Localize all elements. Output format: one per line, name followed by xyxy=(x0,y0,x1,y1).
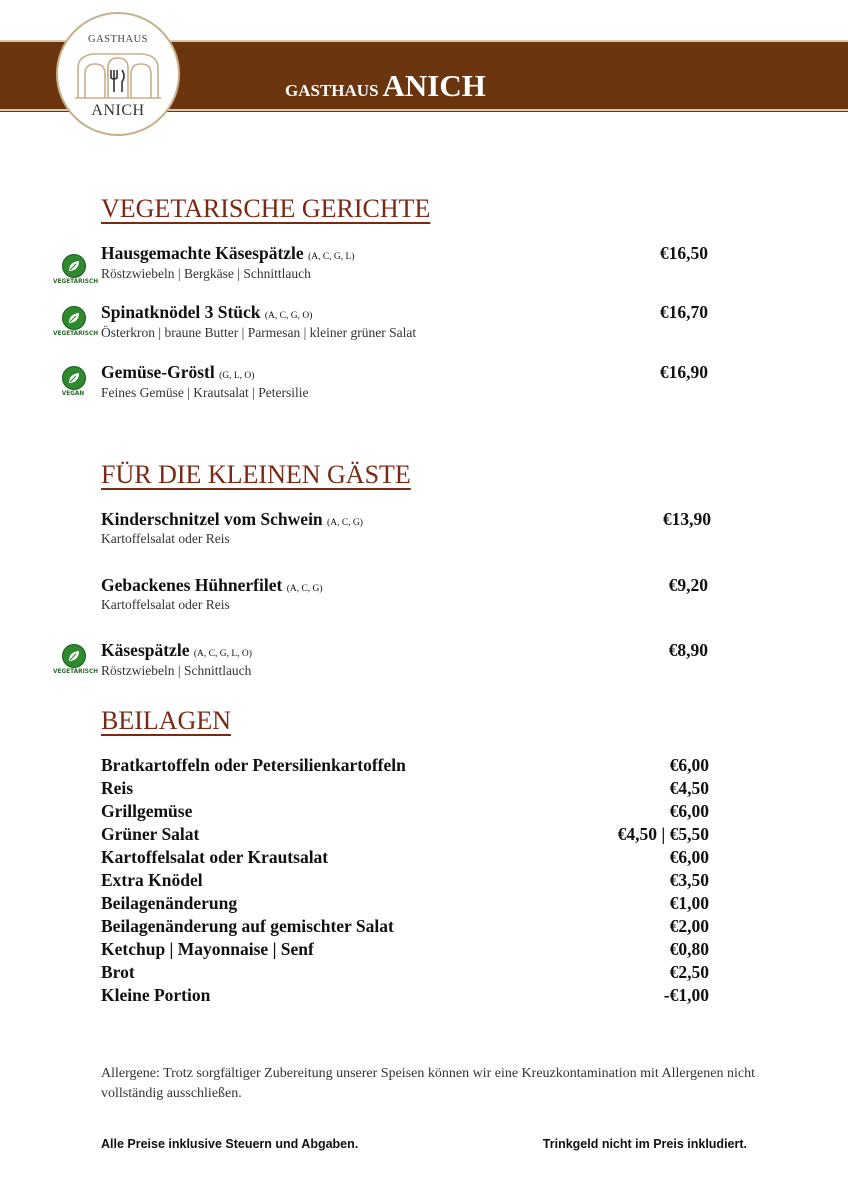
vegetarian-badge xyxy=(53,306,99,346)
leaf-icon xyxy=(67,259,81,273)
allergen-codes: (G, L, O) xyxy=(219,371,255,381)
side-dish-row xyxy=(101,962,709,985)
side-dish-name: Reis xyxy=(101,778,134,798)
side-dish-price: €2,50 xyxy=(669,962,709,982)
menu-item-name xyxy=(101,575,323,596)
side-dish-row xyxy=(101,939,709,962)
side-dish-row xyxy=(101,847,709,870)
side-dish-name: Kartoffelsalat oder Krautsalat xyxy=(101,847,329,867)
side-dish-name: Kleine Portion xyxy=(101,985,211,1005)
menu-item-price: €16,90 xyxy=(659,362,708,382)
vegan-badge xyxy=(53,366,93,406)
menu-item-description: Röstzwiebeln | Schnittlauch xyxy=(101,663,252,678)
side-dish-row xyxy=(101,893,709,916)
item-name-text: Käsespätzle xyxy=(101,640,190,660)
badge-label: VEGETARISCH xyxy=(53,279,99,285)
menu-item-description: Kartoffelsalat oder Reis xyxy=(101,597,230,612)
item-name-text: Kinderschnitzel vom Schwein xyxy=(101,509,323,529)
section-title-kinder: FÜR DIE KLEINEN GÄSTE xyxy=(101,460,411,489)
vegetarian-badge xyxy=(53,644,99,684)
menu-item-price: €16,70 xyxy=(659,302,708,322)
logo-top-text: GASTHAUS xyxy=(87,34,148,45)
menu-item-name xyxy=(101,640,252,661)
logo-bottom-text: ANICH xyxy=(91,102,145,119)
section-title-vegetarisch: VEGETARISCHE GERICHTE xyxy=(101,194,431,223)
side-dish-name: Grüner Salat xyxy=(101,824,200,844)
side-dish-price: €6,00 xyxy=(669,847,709,867)
menu-item-description: Österkron | braune Butter | Parmesan | kleiner grüner Salat xyxy=(101,325,417,340)
side-dish-row xyxy=(101,801,709,824)
side-dish-price: €1,00 xyxy=(669,893,709,913)
menu-item-name xyxy=(101,509,363,530)
side-dish-price: €6,00 xyxy=(669,755,709,775)
menu-item-name xyxy=(101,362,254,383)
side-dish-name: Grillgemüse xyxy=(101,801,193,821)
menu-item-price: €8,90 xyxy=(668,640,708,660)
item-name-text: Gemüse-Gröstl xyxy=(101,362,215,382)
menu-item-description: Kartoffelsalat oder Reis xyxy=(101,531,230,546)
brand-title-small: GASTHAUS xyxy=(285,81,379,100)
item-name-text: Gebackenes Hühnerfilet xyxy=(101,575,283,595)
menu-item-price: €16,50 xyxy=(659,243,708,263)
side-dish-price: €4,50 xyxy=(669,778,709,798)
badge-label: VEGETARISCH xyxy=(53,331,99,337)
side-dish-row xyxy=(101,755,709,778)
allergen-codes: (A, C, G, O) xyxy=(264,311,313,321)
menu-item-description: Röstzwiebeln | Bergkäse | Schnittlauch xyxy=(101,266,311,281)
side-dish-name: Bratkartoffeln oder Petersilienkartoffeln xyxy=(101,755,406,775)
leaf-icon xyxy=(67,371,81,385)
item-name-text: Hausgemachte Käsespätzle xyxy=(101,243,304,263)
leaf-icon xyxy=(67,311,81,325)
allergen-codes: (A, C, G) xyxy=(286,584,323,594)
side-dish-row xyxy=(101,778,709,801)
side-dish-row xyxy=(101,985,709,1008)
side-dish-price: €0,80 xyxy=(669,939,709,959)
side-dish-price: €6,00 xyxy=(669,801,709,821)
section-title-beilagen: BEILAGEN xyxy=(101,706,231,735)
gasthaus-logo xyxy=(56,12,180,136)
menu-item-price: €13,90 xyxy=(662,509,711,529)
side-dish-price: €2,00 xyxy=(669,916,709,936)
building-icon xyxy=(73,48,163,100)
menu-item-name xyxy=(101,302,312,323)
side-dish-name: Brot xyxy=(101,962,135,982)
allergen-codes: (A, C, G) xyxy=(327,518,363,528)
side-dish-row xyxy=(101,824,709,847)
menu-item-price: €9,20 xyxy=(668,575,708,595)
side-dish-price: -€1,00 xyxy=(663,985,709,1005)
side-dish-row xyxy=(101,870,709,893)
side-dish-name: Extra Knödel xyxy=(101,870,203,890)
badge-label: VEGETARISCH xyxy=(53,669,99,675)
item-name-text: Spinatknödel 3 Stück xyxy=(101,302,261,322)
badge-label: VEGAN xyxy=(61,391,85,397)
footer-tip-note: Trinkgeld nicht im Preis inkludiert. xyxy=(542,1137,747,1151)
side-dish-name: Beilagenänderung xyxy=(101,893,238,913)
brand-title xyxy=(285,68,486,104)
side-dish-row xyxy=(101,916,709,939)
allergen-codes: (A, C, G, L) xyxy=(308,252,355,262)
vegetarian-badge xyxy=(53,254,99,294)
allergen-note: Allergene: Trotz sorgfältiger Zubereitung unserer Speisen können wir eine Kreuzkontamination mit Allergenen nicht vollständig ausschließen. xyxy=(101,1066,755,1101)
side-dish-name: Ketchup | Mayonnaise | Senf xyxy=(101,939,314,959)
menu-item-description: Feines Gemüse | Krautsalat | Petersilie xyxy=(101,385,309,400)
side-dish-price: €3,50 xyxy=(669,870,709,890)
leaf-icon xyxy=(67,649,81,663)
brand-title-big: ANICH xyxy=(382,68,486,103)
allergen-codes: (A, C, G, L, O) xyxy=(193,649,252,659)
side-dish-price: €4,50 | €5,50 xyxy=(617,824,709,844)
menu-item-name xyxy=(101,243,355,264)
footer-tax-note: Alle Preise inklusive Steuern und Abgaben. xyxy=(101,1137,359,1151)
side-dish-name: Beilagenänderung auf gemischter Salat xyxy=(101,916,394,936)
